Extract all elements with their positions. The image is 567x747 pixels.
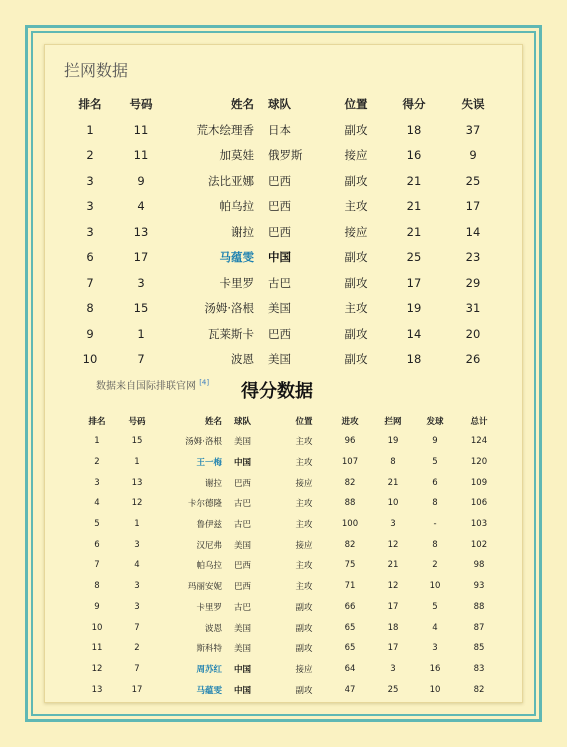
blocking-section-title: 拦网数据 [64,61,129,80]
cell-name: 卡尔德隆 [187,499,222,510]
cell-atk: 47 [344,684,356,695]
cell-name: 瓦莱斯卡 [208,326,254,341]
cell-pos: 主攻 [344,301,368,316]
header-team: 球队 [234,416,252,427]
cell-team: 巴西 [234,582,252,593]
cell-pos: 副攻 [344,250,368,265]
cell-pts: 19 [406,301,422,316]
cell-team: 美国 [234,623,252,634]
cell-rank: 3 [94,477,100,488]
cell-tot: 120 [470,457,488,468]
cell-rank: 2 [86,148,94,163]
cell-atk: 75 [344,560,356,571]
cell-err: 14 [465,224,481,239]
scoring-table-body [76,431,502,700]
cell-rank: 13 [91,684,103,695]
cell-srv: 10 [429,684,441,695]
cell-name: 帕乌拉 [219,199,254,214]
cell-rank: 2 [94,457,100,468]
cell-srv: 10 [429,581,441,592]
cell-srv: 6 [432,477,438,488]
cell-pos: 接应 [344,224,368,239]
cell-rank: 11 [91,643,103,654]
blocking-table-body [64,117,504,372]
cell-team: 巴西 [234,561,252,572]
cell-tot: 102 [470,539,488,550]
cell-name: 帕乌拉 [196,561,222,572]
cell-name: 波恩 [231,352,254,367]
table-row [64,296,504,322]
header-number: 号码 [128,416,146,427]
cell-blk: 10 [387,498,399,509]
cell-err: 17 [465,199,481,214]
cell-blk: 18 [387,622,399,633]
cell-name[interactable]: 马蕴雯 [219,250,254,265]
cell-pts: 25 [406,250,422,265]
cell-pos: 副攻 [344,352,368,367]
cell-name: 汤姆·洛根 [204,301,254,316]
cell-num: 4 [137,199,145,214]
header-attack: 进攻 [341,416,359,427]
cell-rank: 4 [94,498,100,509]
header-rank: 排名 [78,97,102,111]
cell-rank: 6 [86,250,94,265]
cell-pos: 副攻 [295,623,313,634]
cell-pos: 副攻 [295,644,313,655]
header-total: 总计 [470,416,488,427]
table-row [64,321,504,347]
cell-rank: 6 [94,539,100,550]
cell-srv: 4 [432,622,438,633]
cell-pos: 主攻 [295,499,313,510]
table-row [76,452,502,473]
cell-rank: 3 [86,173,94,188]
cell-atk: 64 [344,663,356,674]
cell-tot: 124 [470,436,488,447]
table-row [64,245,504,271]
cell-err: 29 [465,275,481,290]
cell-pts: 21 [406,224,422,239]
cell-team: 巴西 [268,199,291,214]
cell-team: 美国 [268,301,291,316]
table-row [76,659,502,680]
cell-rank: 12 [91,663,103,674]
cell-name: 鲁伊兹 [196,520,222,531]
cell-team: 巴西 [268,326,291,341]
source-note [96,377,209,392]
cell-team: 日本 [268,122,291,137]
table-row [76,576,502,597]
cell-pos: 主攻 [295,458,313,469]
cell-num: 12 [131,498,143,509]
cell-num: 2 [134,643,140,654]
cell-rank: 5 [94,519,100,530]
cell-name: 卡里罗 [196,602,222,613]
cell-blk: 21 [387,560,399,571]
table-row [64,270,504,296]
cell-srv: 3 [432,643,438,654]
cell-team: 古巴 [234,499,252,510]
header-position: 位置 [295,416,313,427]
cell-pts: 18 [406,122,422,137]
cell-num: 11 [133,148,149,163]
cell-num: 3 [134,601,140,612]
cell-atk: 96 [344,436,356,447]
cell-pts: 14 [406,326,422,341]
cell-name: 荒木绘理香 [196,122,254,137]
cell-name: 加莫娃 [219,148,254,163]
cell-blk: 25 [387,684,399,695]
cell-name[interactable]: 周苏红 [196,664,222,675]
cell-atk: 107 [341,457,359,468]
cell-tot: 87 [473,622,485,633]
cell-num: 7 [134,663,140,674]
cell-num: 11 [133,122,149,137]
cell-srv: 5 [432,601,438,612]
cell-num: 9 [137,173,145,188]
cell-pts: 16 [406,148,422,163]
cell-atk: 65 [344,622,356,633]
table-row [64,168,504,194]
cell-srv: 8 [432,498,438,509]
cell-team: 美国 [234,540,252,551]
cell-pos: 副攻 [344,275,368,290]
header-points: 得分 [402,97,426,111]
cell-err: 23 [465,250,481,265]
table-row [76,534,502,555]
header-serve: 发球 [426,416,444,427]
blocking-table [64,91,504,372]
cell-blk: 21 [387,477,399,488]
cell-srv: 2 [432,560,438,571]
cell-num: 7 [134,622,140,633]
cell-blk: 12 [387,581,399,592]
cell-name: 谢拉 [204,478,222,489]
cell-atk: 100 [341,519,359,530]
cell-team: 巴西 [268,173,291,188]
cell-team: 中国 [268,250,291,265]
cell-num: 7 [137,352,145,367]
cell-blk: 8 [390,457,396,468]
cell-num: 3 [137,275,145,290]
cell-rank: 7 [86,275,94,290]
header-number: 号码 [129,97,153,111]
cell-tot: 88 [473,601,485,612]
cell-rank: 9 [86,326,94,341]
cell-team: 巴西 [268,224,291,239]
cell-team: 美国 [268,352,291,367]
source-text: 数据来自国际排联官网 [96,381,196,392]
cell-rank: 9 [94,601,100,612]
cell-pos: 主攻 [295,520,313,531]
cell-tot: 82 [473,684,485,695]
cell-num: 17 [131,684,143,695]
cell-rank: 8 [94,581,100,592]
header-errors: 失误 [461,97,485,111]
cell-atk: 71 [344,581,356,592]
cell-atk: 82 [344,477,356,488]
cell-srv: - [433,519,437,530]
cell-num: 1 [134,519,140,530]
cell-num: 3 [134,581,140,592]
cell-pos: 接应 [344,148,368,163]
cell-pos: 主攻 [295,582,313,593]
cell-name[interactable]: 马蕴雯 [196,685,222,696]
cell-pos: 主攻 [295,561,313,572]
header-name: 姓名 [204,416,222,427]
cell-num: 13 [131,477,143,488]
cell-pts: 21 [406,173,422,188]
table-row [76,597,502,618]
cell-name: 斯科特 [196,644,222,655]
cell-atk: 88 [344,498,356,509]
cell-rank: 7 [94,560,100,571]
cell-blk: 19 [387,436,399,447]
cell-tot: 106 [470,498,488,509]
cell-pts: 18 [406,352,422,367]
cell-num: 17 [133,250,149,265]
cell-err: 37 [465,122,481,137]
cell-err: 20 [465,326,481,341]
cell-num: 4 [134,560,140,571]
cell-err: 31 [465,301,481,316]
cell-name: 卡里罗 [219,275,254,290]
table-row [76,617,502,638]
cell-atk: 66 [344,601,356,612]
cell-pts: 17 [406,275,422,290]
table-row [76,431,502,452]
scoring-table [76,410,502,700]
cell-num: 15 [133,301,149,316]
cell-pos: 副攻 [344,122,368,137]
cell-blk: 3 [390,519,396,530]
cell-pos: 副攻 [344,173,368,188]
cell-tot: 109 [470,477,488,488]
header-name: 姓名 [231,97,254,111]
cell-pts: 21 [406,199,422,214]
cell-team: 中国 [234,685,252,696]
scoring-section-title: 得分数据 [241,381,313,402]
header-block: 拦网 [384,416,402,427]
cell-rank: 3 [86,199,94,214]
table-row [76,679,502,700]
cell-srv: 5 [432,457,438,468]
source-reference-link[interactable]: [4] [199,378,210,387]
cell-rank: 10 [82,352,98,367]
cell-pos: 副攻 [295,685,313,696]
cell-pos: 主攻 [295,437,313,448]
cell-blk: 17 [387,643,399,654]
cell-team: 古巴 [268,275,291,290]
cell-team: 中国 [234,664,252,675]
cell-team: 中国 [234,458,252,469]
cell-tot: 103 [470,519,488,530]
table-row [76,493,502,514]
table-row [64,194,504,220]
cell-err: 26 [465,352,481,367]
cell-name[interactable]: 王一梅 [196,458,222,469]
cell-name: 玛丽安妮 [187,582,222,593]
cell-rank: 1 [86,122,94,137]
cell-pos: 接应 [295,664,313,675]
header-team: 球队 [268,97,291,111]
cell-blk: 12 [387,539,399,550]
cell-tot: 85 [473,643,485,654]
cell-name: 波恩 [204,623,222,634]
cell-blk: 17 [387,601,399,612]
header-position: 位置 [344,97,368,111]
table-row [76,555,502,576]
cell-tot: 93 [473,581,485,592]
cell-srv: 16 [429,663,441,674]
cell-atk: 65 [344,643,356,654]
cell-team: 美国 [234,437,252,448]
cell-tot: 83 [473,663,485,674]
cell-tot: 98 [473,560,485,571]
cell-team: 俄罗斯 [268,148,303,163]
cell-team: 美国 [234,644,252,655]
cell-pos: 接应 [295,478,313,489]
cell-blk: 3 [390,663,396,674]
table-row [76,472,502,493]
cell-name: 谢拉 [231,224,254,239]
cell-num: 1 [137,326,145,341]
scoring-header-row [76,410,502,431]
cell-err: 9 [469,148,477,163]
cell-name: 汤姆·洛根 [185,437,222,448]
cell-pos: 主攻 [344,199,368,214]
cell-team: 古巴 [234,602,252,613]
table-row [64,117,504,143]
cell-atk: 82 [344,539,356,550]
cell-num: 15 [131,436,143,447]
cell-name: 法比亚娜 [208,173,254,188]
cell-team: 古巴 [234,520,252,531]
table-row [64,143,504,169]
cell-team: 巴西 [234,478,252,489]
cell-name: 汉尼弗 [196,540,222,551]
cell-srv: 9 [432,436,438,447]
cell-num: 13 [133,224,149,239]
cell-rank: 3 [86,224,94,239]
blocking-header-row [64,91,504,117]
cell-num: 3 [134,539,140,550]
cell-pos: 接应 [295,540,313,551]
table-row [76,638,502,659]
cell-rank: 10 [91,622,103,633]
cell-rank: 8 [86,301,94,316]
table-row [64,219,504,245]
cell-pos: 副攻 [295,602,313,613]
cell-rank: 1 [94,436,100,447]
header-rank: 排名 [88,416,106,427]
cell-pos: 副攻 [344,326,368,341]
table-row [76,514,502,535]
cell-num: 1 [134,457,140,468]
cell-err: 25 [465,173,481,188]
cell-srv: 8 [432,539,438,550]
table-row [64,347,504,373]
